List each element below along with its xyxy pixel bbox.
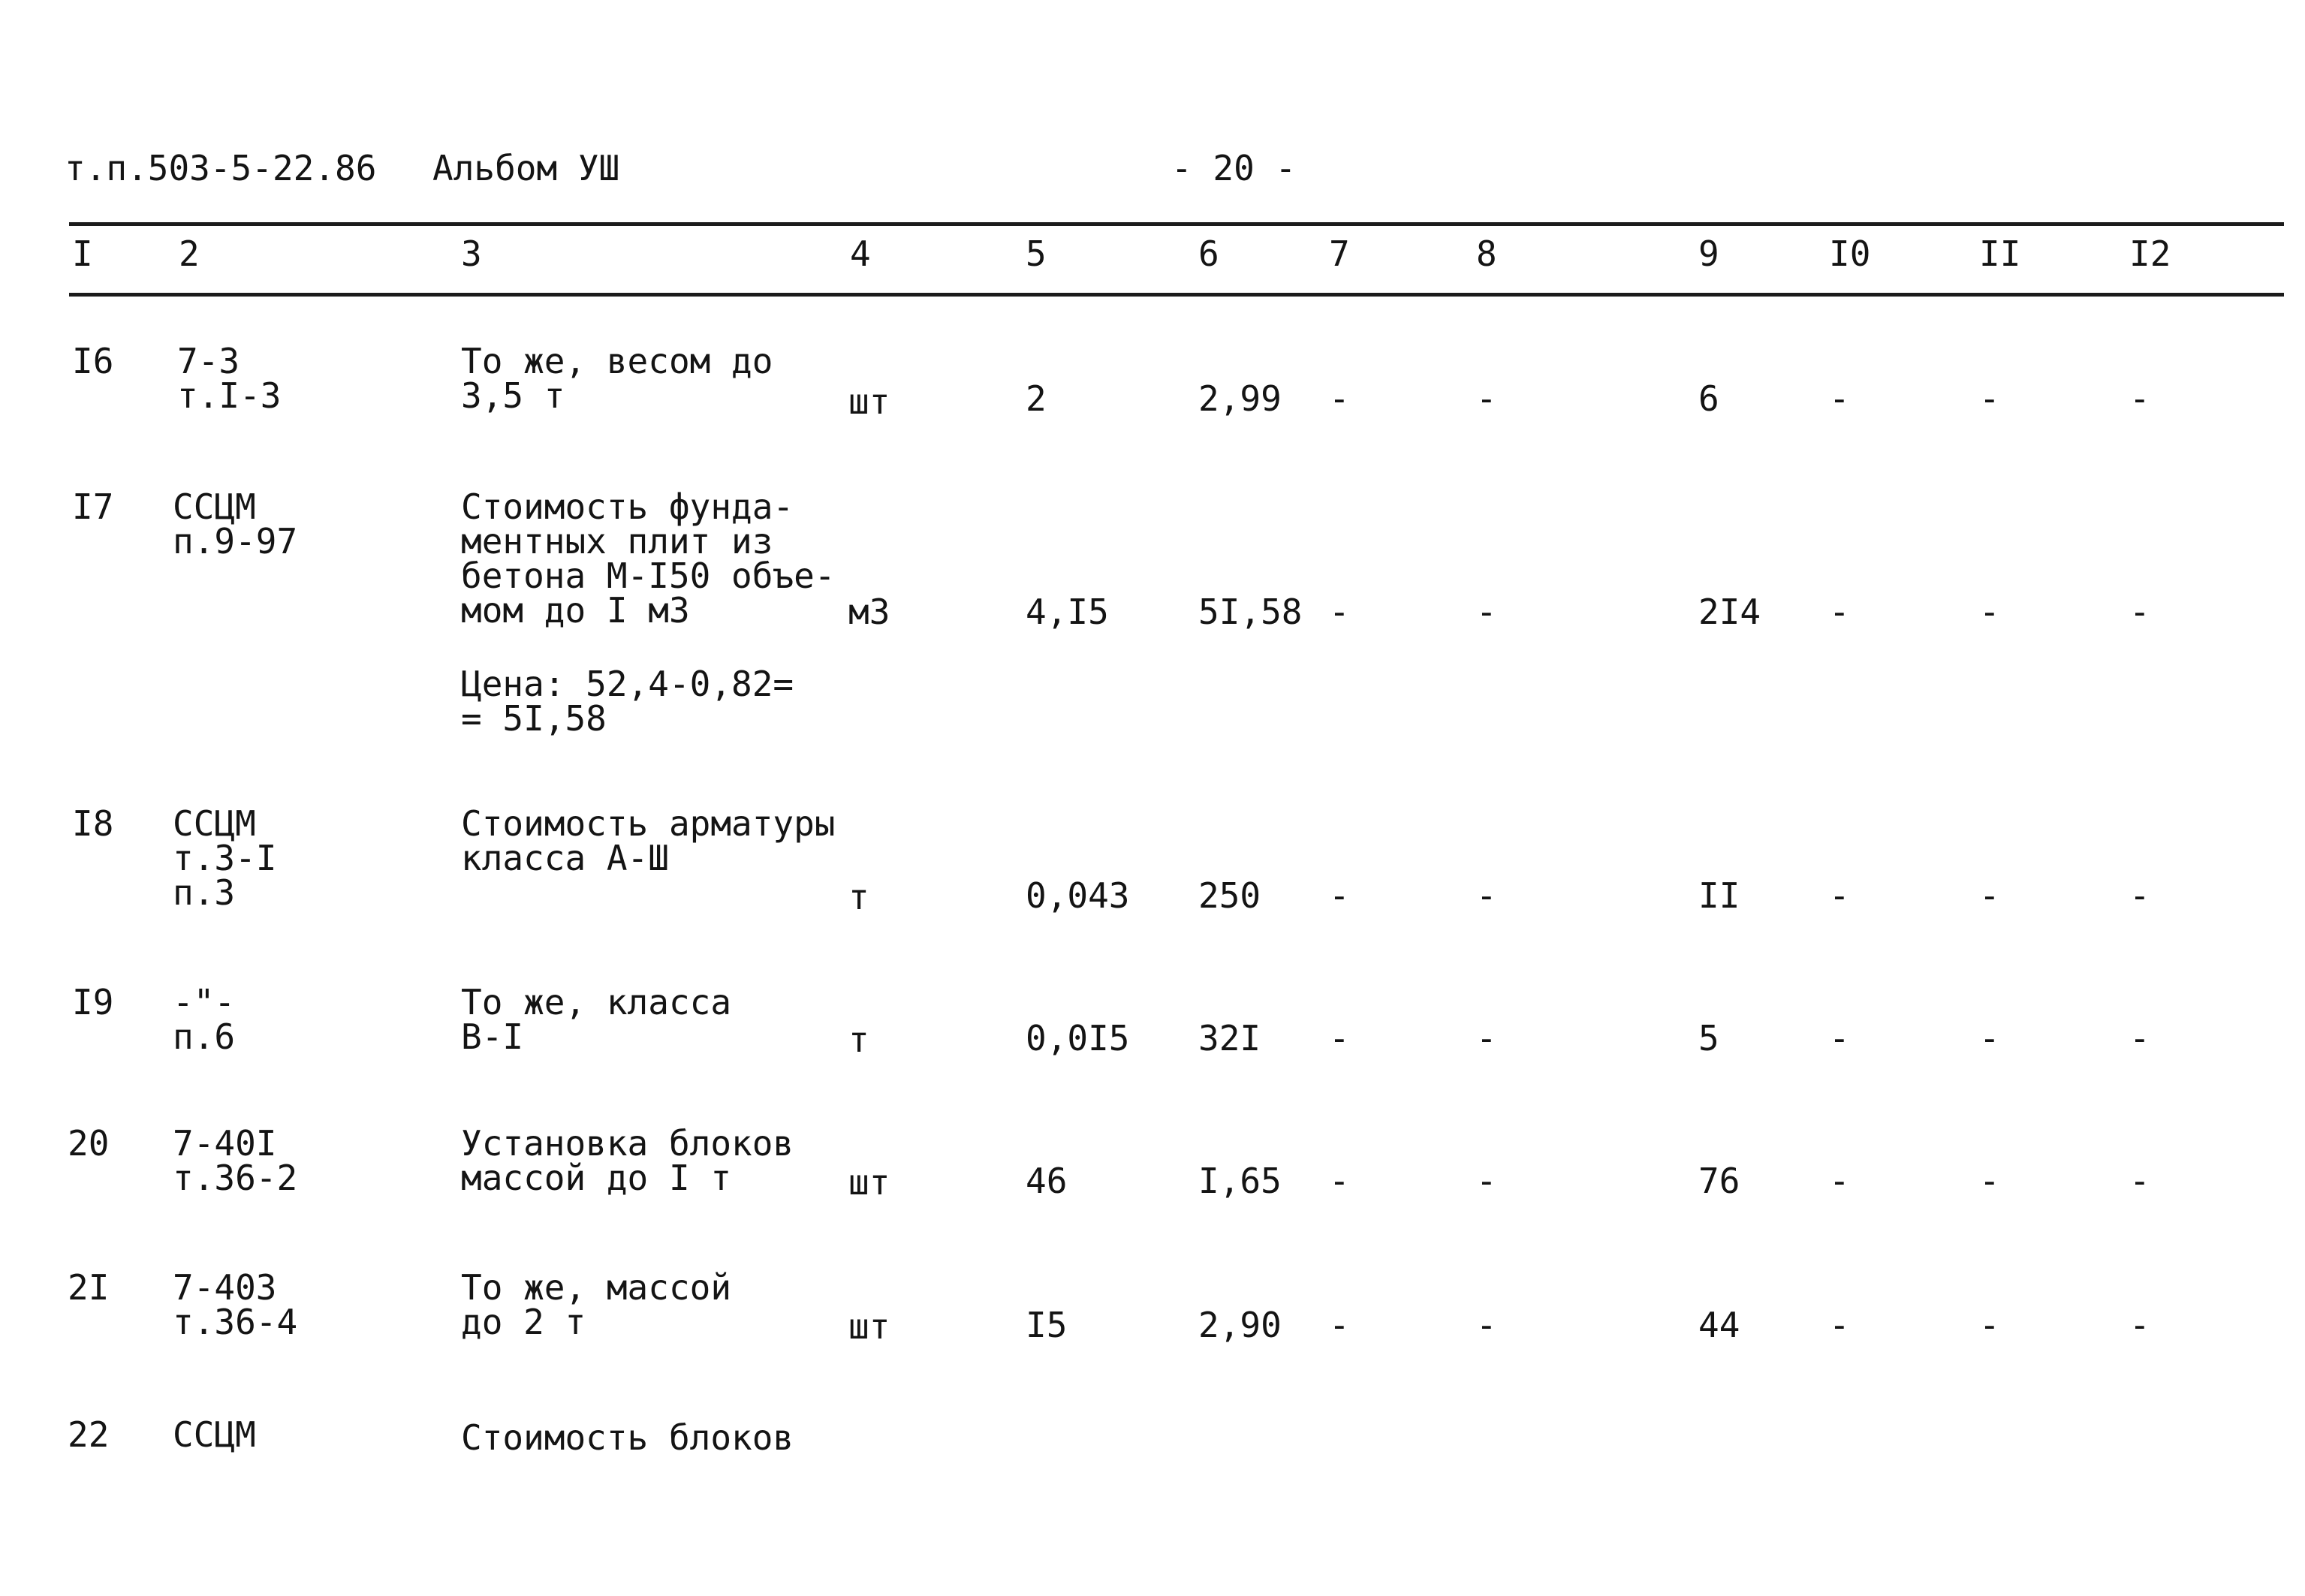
quantity: I5 xyxy=(1026,1305,1068,1345)
column-header-2: 2 xyxy=(179,233,200,274)
item-name: То же, класса В-I xyxy=(461,982,732,1057)
unit: т xyxy=(848,1019,869,1060)
document-code: т.п.503-5-22.86 xyxy=(65,148,377,188)
unit: м3 xyxy=(848,592,890,632)
row-number: 2I xyxy=(68,1267,110,1308)
quantity: 46 xyxy=(1026,1161,1068,1201)
quantity: 2 xyxy=(1026,378,1047,419)
col-9-value: 5 xyxy=(1698,1018,1719,1058)
quantity: 0,0I5 xyxy=(1026,1018,1130,1058)
col-12-value: - xyxy=(2129,875,2150,916)
column-header-4: 4 xyxy=(850,233,871,274)
col-12-value: - xyxy=(2129,592,2150,632)
norm-code: 7-3 т.I-3 xyxy=(177,341,282,416)
row-number: 22 xyxy=(68,1414,110,1455)
col-7-value: - xyxy=(1329,875,1350,916)
price-note: Цена: 52,4-0,82= = 5I,58 xyxy=(461,664,794,739)
col-9-value: 44 xyxy=(1698,1305,1740,1345)
unit-price: 2,99 xyxy=(1198,378,1282,419)
norm-code: ССЦМ т.3-I п.3 xyxy=(173,803,277,913)
unit-price: 2,90 xyxy=(1198,1305,1282,1345)
unit-price: 250 xyxy=(1198,875,1261,916)
item-name: То же, весом до 3,5 т xyxy=(461,341,773,416)
column-header-6: 6 xyxy=(1198,233,1219,274)
col-8-value: - xyxy=(1476,592,1497,632)
item-name: Стоимость арматуры класса А-Ш xyxy=(461,803,836,878)
col-7-value: - xyxy=(1329,378,1350,419)
col-10-value: - xyxy=(1829,1161,1850,1201)
album-label: Альбом УШ xyxy=(432,148,620,188)
col-8-value: - xyxy=(1476,378,1497,419)
quantity: 0,043 xyxy=(1026,875,1130,916)
col-12-value: - xyxy=(2129,1305,2150,1345)
item-name: Установка блоков массой до I т xyxy=(461,1123,794,1198)
col-12-value: - xyxy=(2129,378,2150,419)
col-12-value: - xyxy=(2129,1161,2150,1201)
unit: шт xyxy=(848,1162,890,1203)
quantity: 4,I5 xyxy=(1026,592,1109,632)
col-8-value: - xyxy=(1476,1161,1497,1201)
norm-code: 7-40I т.36-2 xyxy=(173,1123,298,1198)
col-10-value: - xyxy=(1829,1305,1850,1345)
column-header-11: II xyxy=(1979,233,2021,274)
col-11-value: - xyxy=(1979,875,2000,916)
col-9-value: II xyxy=(1698,875,1740,916)
unit-price: I,65 xyxy=(1198,1161,1282,1201)
col-8-value: - xyxy=(1476,1018,1497,1058)
unit-price: 32I xyxy=(1198,1018,1261,1058)
page-number: - 20 - xyxy=(1171,148,1297,188)
column-header-8: 8 xyxy=(1476,233,1497,274)
column-header-1: I xyxy=(72,233,93,274)
col-7-value: - xyxy=(1329,1161,1350,1201)
col-11-value: - xyxy=(1979,378,2000,419)
column-header-9: 9 xyxy=(1698,233,1719,274)
col-12-value: - xyxy=(2129,1018,2150,1058)
item-name: То же, массой до 2 т xyxy=(461,1267,732,1342)
column-header-5: 5 xyxy=(1026,233,1047,274)
unit: шт xyxy=(848,381,890,422)
col-10-value: - xyxy=(1829,1018,1850,1058)
col-8-value: - xyxy=(1476,875,1497,916)
norm-code: -"- п.6 xyxy=(173,982,236,1057)
col-10-value: - xyxy=(1829,875,1850,916)
col-10-value: - xyxy=(1829,592,1850,632)
row-number: I9 xyxy=(72,982,114,1022)
norm-code: 7-403 т.36-4 xyxy=(173,1267,298,1342)
col-11-value: - xyxy=(1979,1018,2000,1058)
norm-code: ССЦМ xyxy=(173,1414,256,1455)
table-top-rule xyxy=(69,222,2284,226)
col-9-value: 6 xyxy=(1698,378,1719,419)
col-7-value: - xyxy=(1329,1018,1350,1058)
row-number: I6 xyxy=(72,341,114,381)
row-number: 20 xyxy=(68,1123,110,1164)
column-header-10: I0 xyxy=(1829,233,1871,274)
column-header-12: I2 xyxy=(2129,233,2171,274)
unit: т xyxy=(848,877,869,917)
item-name: Стоимость фунда- ментных плит из бетона М-I50 объе- мом до I м3 xyxy=(461,486,836,631)
col-8-value: - xyxy=(1476,1305,1497,1345)
col-7-value: - xyxy=(1329,1305,1350,1345)
row-number: I8 xyxy=(72,803,114,844)
col-9-value: 2I4 xyxy=(1698,592,1761,632)
norm-code: ССЦМ п.9-97 xyxy=(173,486,298,562)
column-header-3: 3 xyxy=(461,233,482,274)
item-name: Стоимость блоков xyxy=(461,1417,794,1458)
column-header-7: 7 xyxy=(1329,233,1350,274)
col-7-value: - xyxy=(1329,592,1350,632)
col-10-value: - xyxy=(1829,378,1850,419)
table-header-rule xyxy=(69,293,2284,297)
col-9-value: 76 xyxy=(1698,1161,1740,1201)
unit-price: 5I,58 xyxy=(1198,592,1303,632)
col-11-value: - xyxy=(1979,1161,2000,1201)
col-11-value: - xyxy=(1979,592,2000,632)
row-number: I7 xyxy=(72,486,114,527)
col-11-value: - xyxy=(1979,1305,2000,1345)
unit: шт xyxy=(848,1306,890,1347)
